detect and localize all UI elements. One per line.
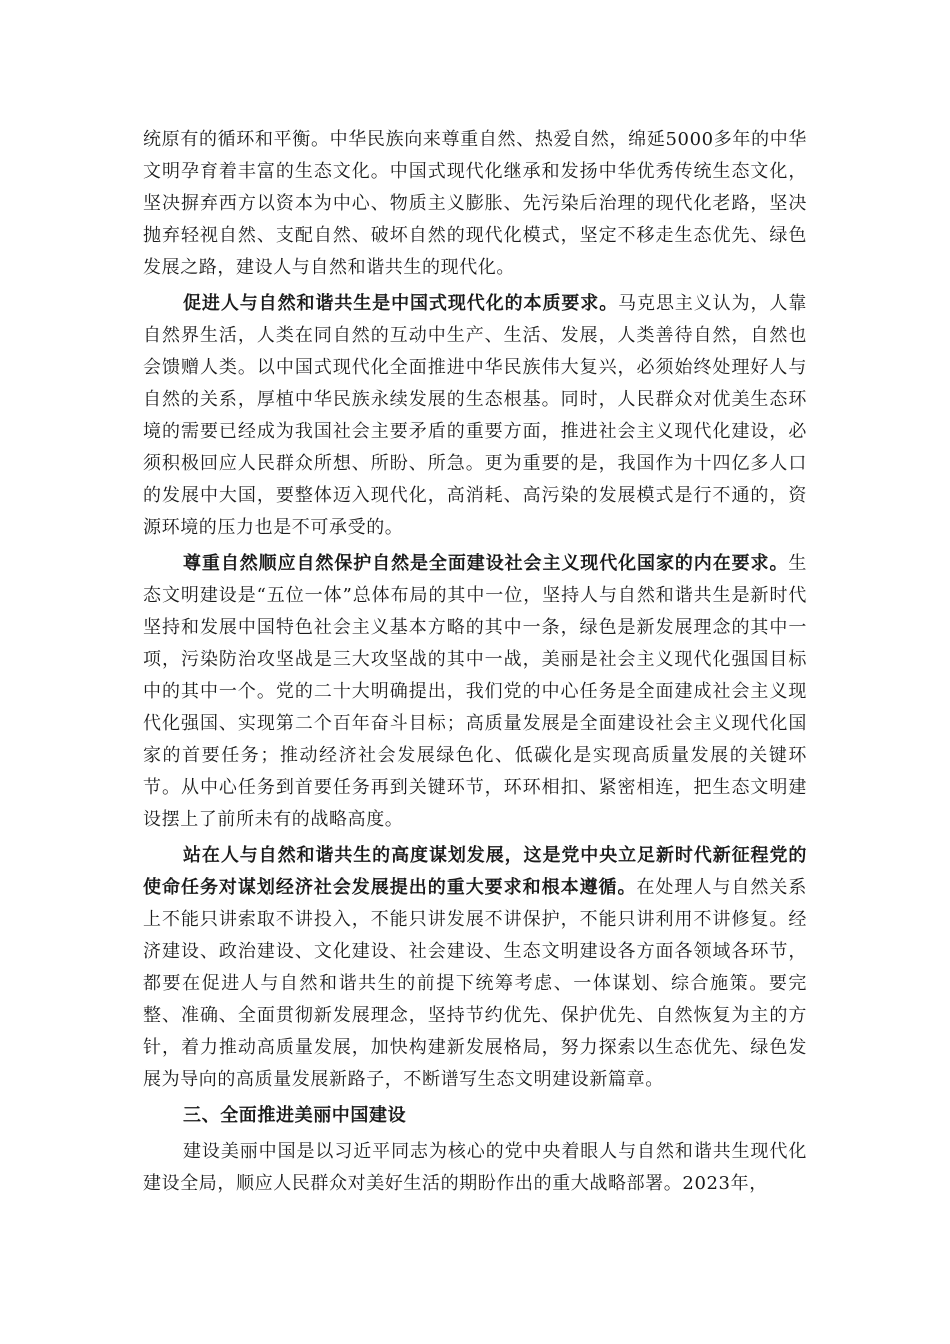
paragraph-3-lead: 尊重自然顺应自然保护自然是全面建设社会主义现代化国家的内在要求。 [183,553,789,574]
paragraph-1 [143,124,807,284]
paragraph-1-text: 统原有的循环和平衡。中华民族向来尊重自然、热爱自然，绵延5000多年的中华文明孕育着丰富的生态文化。中国式现代化继承和发扬中华优秀传统生态文化，坚决摒弃西方以资本为中心、物质主义膨胀、先污染后治理的现代化老路，坚决抛弃轻视自然、支配自然、破坏自然的现代化模式，坚定不移走生态优先、绿色发展之路，建设人与自然和谐共生的现代化。 [143,129,807,278]
paragraph-4-lead: 站在人与自然和谐共生的高度谋划发展，这是党中央立足新时代新征程党的使命任务对谋划经济社会发展提出的重大要求和根本遵循。 [143,845,807,898]
section-heading-3: 三、全面推进美丽中国建设 [183,1105,407,1126]
paragraph-5 [143,1136,807,1200]
document-page [143,124,807,1204]
paragraph-4 [143,840,807,1096]
paragraph-3 [143,548,807,836]
paragraph-2-text: 马克思主义认为，人靠自然界生活，人类在同自然的互动中生产、生活、发展，人类善待自然，自然也会馈赠人类。以中国式现代化全面推进中华民族伟大复兴，必须始终处理好人与自然的关系，厚植中华民族永续发展的生态根基。同时，人民群众对优美生态环境的需要已经成为我国社会主要矛盾的重要方面，推进社会主义现代化建设，必须积极回应人民群众所想、所盼、所急。更为重要的是，我国作为十四亿多人口的发展中大国，要整体迈入现代化，高消耗、高污染的发展模式是行不通的，资源环境的压力也是不可承受的。 [143,293,807,538]
paragraph-5-text: 建设美丽中国是以习近平同志为核心的党中央着眼人与自然和谐共生现代化建设全局，顺应人民群众对美好生活的期盼作出的重大战略部署。2023年， [143,1141,807,1194]
paragraph-2 [143,288,807,544]
paragraph-2-lead: 促进人与自然和谐共生是中国式现代化的本质要求。 [183,293,619,314]
paragraph-3-text: 生态文明建设是“五位一体”总体布局的其中一位，坚持人与自然和谐共生是新时代坚持和发展中国特色社会主义基本方略的其中一条，绿色是新发展理念的其中一项，污染防治攻坚战是三大攻坚战的其中一战，美丽是社会主义现代化强国目标中的其中一个。党的二十大明确提出，我们党的中心任务是全面建成社会主义现代化强国、实现第二个百年奋斗目标；高质量发展是全面建设社会主义现代化国家的首要任务；推动经济社会发展绿色化、低碳化是实现高质量发展的关键环节。从中心任务到首要任务再到关键环节，环环相扣、紧密相连，把生态文明建设摆上了前所未有的战略高度。 [143,553,807,830]
paragraph-4-text: 在处理人与自然关系上不能只讲索取不讲投入，不能只讲发展不讲保护，不能只讲利用不讲修复。经济建设、政治建设、文化建设、社会建设、生态文明建设各方面各领域各环节，都要在促进人与自然和谐共生的前提下统筹考虑、一体谋划、综合施策。要完整、准确、全面贯彻新发展理念，坚持节约优先、保护优先、自然恢复为主的方针，着力推动高质量发展，加快构建新发展格局，努力探索以生态优先、绿色发展为导向的高质量发展新路子，不断谱写生态文明建设新篇章。 [143,877,807,1090]
